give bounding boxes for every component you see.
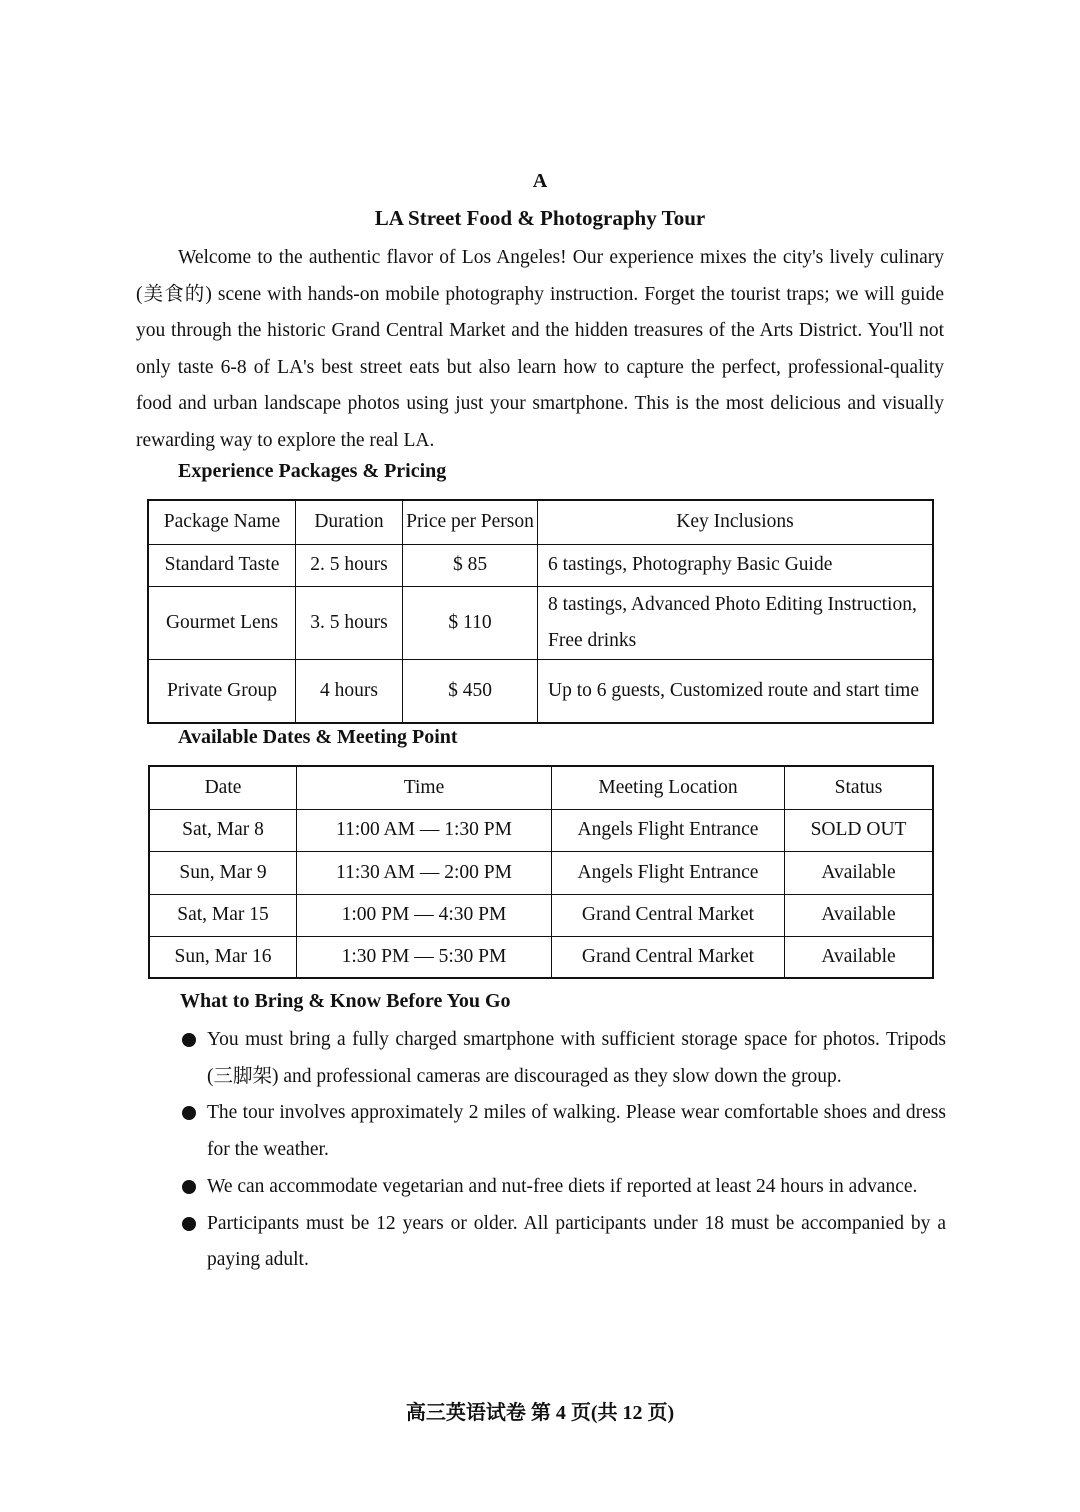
meeting-location: Grand Central Market	[552, 936, 785, 978]
table-header-row	[149, 766, 933, 809]
status-cell: SOLD OUT	[785, 809, 934, 851]
list-item	[182, 1095, 946, 1168]
list-item	[182, 1022, 946, 1095]
page-footer: 高三英语试卷 第 4 页(共 12 页)	[405, 1402, 675, 1424]
page-title: LA Street Food & Photography Tour	[374, 206, 706, 230]
bullet-icon	[182, 1217, 196, 1231]
meeting-location: Grand Central Market	[552, 894, 785, 936]
header-cell: Status	[785, 766, 934, 809]
bullet-icon	[182, 1033, 196, 1047]
table-row	[149, 894, 933, 936]
meeting-location: Angels Flight Entrance	[552, 809, 785, 851]
table-row	[148, 544, 933, 586]
tour-time: 11:00 AM — 1:30 PM	[297, 809, 552, 851]
header-cell: Key Inclusions	[538, 500, 934, 544]
table-row	[149, 851, 933, 894]
package-inclusions: 6 tastings, Photography Basic Guide	[538, 544, 934, 586]
notes-heading: What to Bring & Know Before You Go	[180, 990, 511, 1012]
meeting-location: Angels Flight Entrance	[552, 851, 785, 894]
status-cell: Available	[785, 851, 934, 894]
header-cell: Meeting Location	[552, 766, 785, 809]
package-inclusions: Up to 6 guests, Customized route and start time	[538, 659, 934, 723]
section-letter: A	[532, 170, 548, 192]
header-cell: Price per Person	[403, 500, 538, 544]
package-name: Standard Taste	[148, 544, 296, 586]
list-item	[182, 1206, 946, 1279]
tour-time: 11:30 AM — 2:00 PM	[297, 851, 552, 894]
tour-time: 1:30 PM — 5:30 PM	[297, 936, 552, 978]
status-cell: Available	[785, 894, 934, 936]
header-cell: Date	[149, 766, 297, 809]
header-cell: Package Name	[148, 500, 296, 544]
bullet-icon	[182, 1106, 196, 1120]
header-cell: Duration	[296, 500, 403, 544]
dates-table	[148, 765, 934, 979]
note-text: We can accommodate vegetarian and nut-free diets if reported at least 24 hours in advance.	[207, 1175, 918, 1197]
table-row	[148, 659, 933, 723]
tour-date: Sun, Mar 9	[149, 851, 297, 894]
note-text: The tour involves approximately 2 miles of walking. Please wear comfortable shoes and dress for the weather.	[207, 1102, 946, 1161]
package-price: $ 110	[403, 586, 538, 659]
tour-date: Sat, Mar 8	[149, 809, 297, 851]
package-price: $ 450	[403, 659, 538, 723]
note-text: You must bring a fully charged smartphone with sufficient storage space for photos. Tripods (三脚架) and professional cameras are discouraged as they slow down the group.	[207, 1029, 946, 1087]
table-row	[149, 936, 933, 978]
package-price: $ 85	[403, 544, 538, 586]
list-item	[182, 1169, 946, 1206]
tour-time: 1:00 PM — 4:30 PM	[297, 894, 552, 936]
table-row	[148, 586, 933, 659]
notes-list	[182, 1022, 946, 1279]
dates-heading: Available Dates & Meeting Point	[178, 726, 458, 748]
packages-table	[147, 499, 934, 724]
table-header-row	[148, 500, 933, 544]
tour-date: Sun, Mar 16	[149, 936, 297, 978]
tour-date: Sat, Mar 15	[149, 894, 297, 936]
packages-heading: Experience Packages & Pricing	[178, 460, 447, 482]
header-cell: Time	[297, 766, 552, 809]
package-name: Gourmet Lens	[148, 586, 296, 659]
intro-paragraph: Welcome to the authentic flavor of Los Angeles! Our experience mixes the city's lively culinary (美食的) scene with hands-on mobile photography instruction. Forget the tourist traps; we will guide you through the historic Grand Central Market and the hidden treasures of the Arts District. You'll not only taste 6-8 of LA's best street eats but also learn how to capture the perfect, professional-quality food and urban landscape photos using just your smartphone. This is the most delicious and visually rewarding way to explore the real LA.	[136, 247, 944, 451]
package-name: Private Group	[148, 659, 296, 723]
package-duration: 4 hours	[296, 659, 403, 723]
package-duration: 2. 5 hours	[296, 544, 403, 586]
status-cell: Available	[785, 936, 934, 978]
note-text: Participants must be 12 years or older. All participants under 18 must be accompanied by a paying adult.	[207, 1212, 946, 1271]
bullet-icon	[182, 1180, 196, 1194]
package-inclusions: 8 tastings, Advanced Photo Editing Instruction, Free drinks	[538, 586, 934, 659]
package-duration: 3. 5 hours	[296, 586, 403, 659]
table-row	[149, 809, 933, 851]
